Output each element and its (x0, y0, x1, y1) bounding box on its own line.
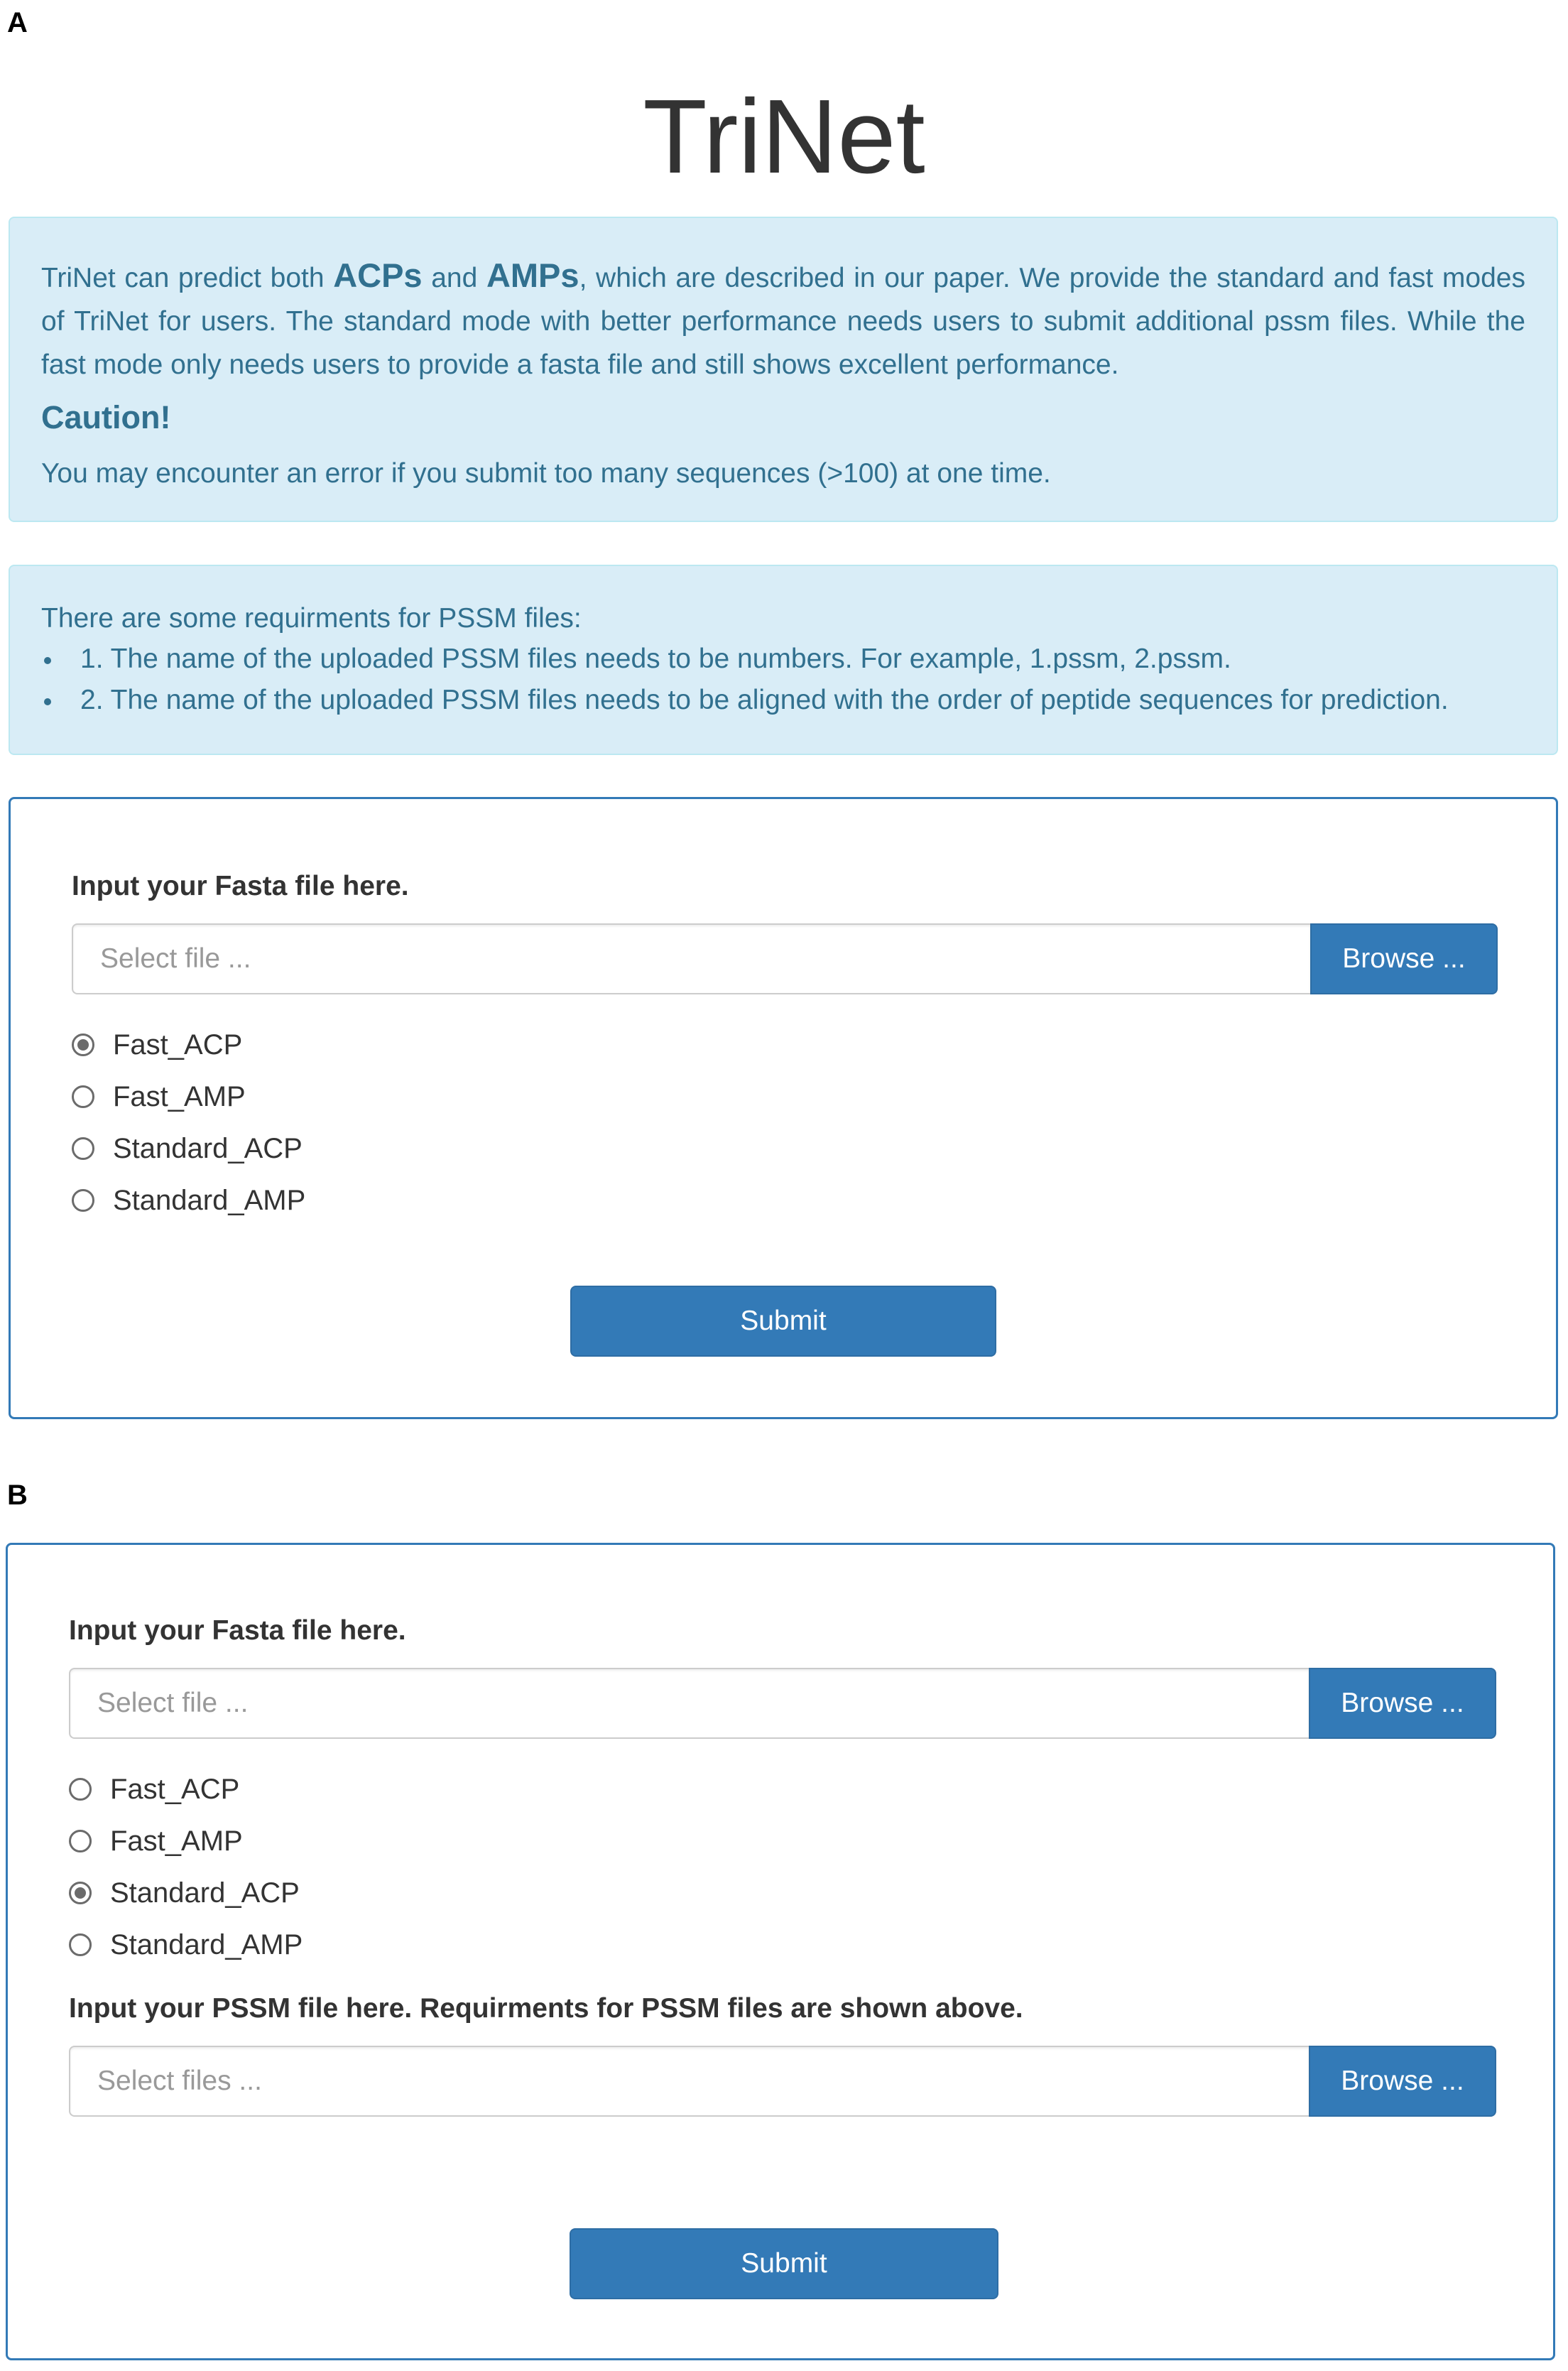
fast-mode-form (9, 797, 1558, 1419)
radio-label: Standard_ACP (110, 1877, 300, 1909)
pssm-requirements-alert (9, 565, 1558, 755)
radio-option-fast-amp[interactable] (69, 1820, 243, 1862)
radio-option-fast-acp[interactable] (72, 1024, 242, 1066)
fasta-file-text-field[interactable]: Select file ... (69, 1668, 1309, 1739)
pssm-file-text-field[interactable]: Select files ... (69, 2046, 1309, 2117)
panel-label-a: A (7, 7, 28, 38)
fasta-file-label: Input your Fasta file here. (69, 1615, 406, 1646)
pssm-file-label: Input your PSSM file here. Requirments for PSSM files are shown above. (69, 1993, 1023, 2024)
caution-text: You may encounter an error if you submit too many sequences (>100) at one time. (41, 458, 1051, 489)
radio-label: Fast_ACP (110, 1774, 240, 1805)
radio-option-standard-amp[interactable] (69, 1924, 303, 1966)
radio-unselected-icon[interactable] (72, 1137, 94, 1160)
radio-label: Standard_AMP (113, 1185, 306, 1216)
submit-button[interactable]: Submit (570, 1286, 996, 1357)
radio-unselected-icon[interactable] (69, 1933, 92, 1956)
radio-label: Fast_AMP (113, 1081, 246, 1112)
standard-mode-form (6, 1543, 1555, 2360)
radio-option-standard-amp[interactable] (72, 1179, 305, 1222)
pssm-requirement-item: 2. The name of the uploaded PSSM files needs to be aligned with the order of peptide sequences for prediction. (41, 680, 1525, 721)
fasta-file-text-field[interactable]: Select file ... (72, 923, 1310, 994)
radio-selected-icon[interactable] (69, 1882, 92, 1904)
fasta-file-label: Input your Fasta file here. (72, 871, 409, 901)
radio-label: Standard_ACP (113, 1133, 303, 1164)
radio-option-fast-amp[interactable] (72, 1075, 246, 1118)
pssm-file-input[interactable] (69, 2046, 1496, 2117)
fasta-file-input[interactable] (72, 923, 1498, 994)
radio-label: Fast_AMP (110, 1825, 243, 1857)
intro-alert (9, 217, 1558, 522)
pssm-browse-button[interactable]: Browse ... (1309, 2046, 1496, 2117)
radio-unselected-icon[interactable] (72, 1085, 94, 1108)
radio-option-standard-acp[interactable] (72, 1127, 303, 1170)
fasta-browse-button[interactable]: Browse ... (1310, 923, 1498, 994)
intro-text-part1: TriNet can predict both (41, 263, 334, 293)
intro-text (41, 254, 1525, 386)
panel-label-b: B (7, 1480, 28, 1511)
fasta-browse-button[interactable]: Browse ... (1309, 1668, 1496, 1739)
pssm-requirements-title: There are some requirments for PSSM files: (41, 603, 582, 634)
radio-option-fast-acp[interactable] (69, 1768, 239, 1811)
fasta-file-input[interactable] (69, 1668, 1496, 1739)
intro-text-part2: and (422, 263, 486, 293)
radio-label: Standard_AMP (110, 1929, 303, 1960)
page-title: TriNet (643, 78, 925, 195)
radio-unselected-icon[interactable] (72, 1189, 94, 1212)
acps-highlight: ACPs (333, 256, 423, 294)
caution-title: Caution! (41, 399, 171, 435)
radio-label: Fast_ACP (113, 1029, 243, 1060)
amps-highlight: AMPs (486, 256, 579, 294)
pssm-requirements-list (41, 639, 1525, 721)
pssm-requirement-item: 1. The name of the uploaded PSSM files needs to be numbers. For example, 1.pssm, 2.pssm. (41, 639, 1525, 680)
radio-option-standard-acp[interactable] (69, 1872, 300, 1914)
radio-selected-icon[interactable] (72, 1033, 94, 1056)
radio-unselected-icon[interactable] (69, 1778, 92, 1801)
intro-text-part3: , which are described in our paper. We provide the standard and fast modes of TriNet for users. The standard mode with better performance needs users to submit additional pssm files. While the fast mode only needs users to provide a fasta file and still shows excellent performance. (41, 263, 1525, 380)
radio-unselected-icon[interactable] (69, 1830, 92, 1852)
submit-button[interactable]: Submit (570, 2228, 998, 2299)
